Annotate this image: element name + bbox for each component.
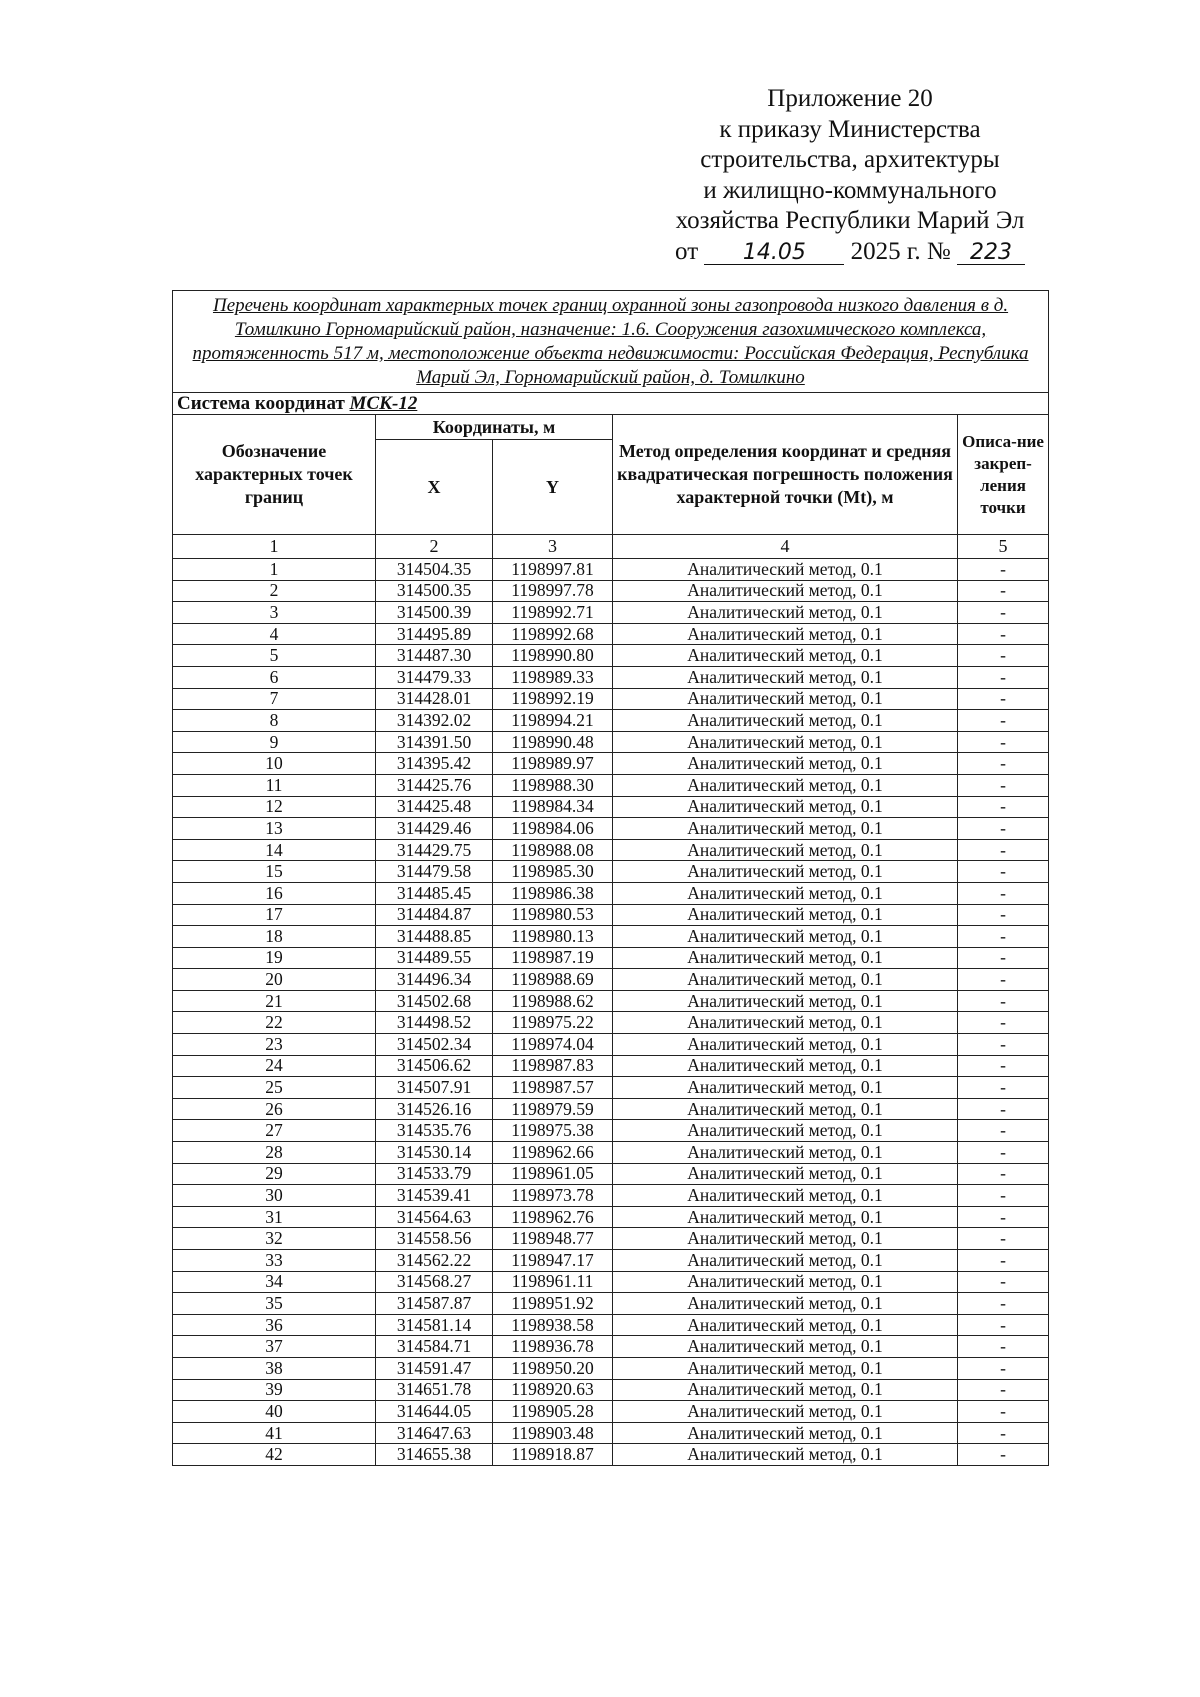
- point-id: 5: [173, 645, 376, 667]
- table-row: [173, 818, 1049, 840]
- y-coordinate: 1198961.11: [493, 1271, 613, 1293]
- point-id: 38: [173, 1357, 376, 1379]
- point-id: 4: [173, 623, 376, 645]
- table-row: [173, 1055, 1049, 1077]
- method: Аналитический метод, 0.1: [613, 1293, 958, 1315]
- table-row: [173, 645, 1049, 667]
- table-row: [173, 1271, 1049, 1293]
- x-coordinate: 314425.76: [376, 774, 493, 796]
- y-coordinate: 1198903.48: [493, 1422, 613, 1444]
- table-row: [173, 904, 1049, 926]
- method: Аналитический метод, 0.1: [613, 882, 958, 904]
- fixing-description: -: [958, 1422, 1049, 1444]
- point-id: 29: [173, 1163, 376, 1185]
- table-row: [173, 753, 1049, 775]
- x-coordinate: 314504.35: [376, 559, 493, 581]
- point-id: 6: [173, 666, 376, 688]
- x-coordinate: 314502.68: [376, 990, 493, 1012]
- method: Аналитический метод, 0.1: [613, 990, 958, 1012]
- fixing-description: -: [958, 1336, 1049, 1358]
- method: Аналитический метод, 0.1: [613, 1206, 958, 1228]
- table-row: [173, 1034, 1049, 1056]
- point-id: 8: [173, 710, 376, 732]
- table-row: [173, 774, 1049, 796]
- table-row: [173, 1098, 1049, 1120]
- header-y: Y: [493, 440, 613, 535]
- fixing-description: -: [958, 645, 1049, 667]
- fixing-description: -: [958, 947, 1049, 969]
- table-row: [173, 688, 1049, 710]
- header-x: X: [376, 440, 493, 535]
- table-title: Перечень координат характерных точек границ охранной зоны газопровода низкого давления в д. Томилкино Горномарийский район, назначение: 1.6. Сооружения газохимического комплекса, протяженность 517 м, местоположение объекта недвижимости: Российская Федерация, Республика Марий Эл, Горномарийский район, д. Томилкино: [173, 291, 1049, 393]
- x-coordinate: 314500.39: [376, 602, 493, 624]
- y-coordinate: 1198979.59: [493, 1098, 613, 1120]
- point-id: 25: [173, 1077, 376, 1099]
- table-row: [173, 1012, 1049, 1034]
- point-id: 1: [173, 559, 376, 581]
- method: Аналитический метод, 0.1: [613, 1271, 958, 1293]
- fixing-description: -: [958, 559, 1049, 581]
- x-coordinate: 314391.50: [376, 731, 493, 753]
- x-coordinate: 314581.14: [376, 1314, 493, 1336]
- point-id: 12: [173, 796, 376, 818]
- x-coordinate: 314651.78: [376, 1379, 493, 1401]
- y-coordinate: 1198997.81: [493, 559, 613, 581]
- fixing-description: -: [958, 1055, 1049, 1077]
- table-row: [173, 1163, 1049, 1185]
- column-number: 1: [173, 535, 376, 559]
- method: Аналитический метод, 0.1: [613, 645, 958, 667]
- x-coordinate: 314564.63: [376, 1206, 493, 1228]
- point-id: 20: [173, 969, 376, 991]
- point-id: 11: [173, 774, 376, 796]
- method: Аналитический метод, 0.1: [613, 1228, 958, 1250]
- fixing-description: -: [958, 1120, 1049, 1142]
- system-value: МСК-12: [349, 393, 418, 414]
- y-coordinate: 1198987.83: [493, 1055, 613, 1077]
- table-row: [173, 731, 1049, 753]
- point-id: 13: [173, 818, 376, 840]
- y-coordinate: 1198961.05: [493, 1163, 613, 1185]
- x-coordinate: 314487.30: [376, 645, 493, 667]
- header-line: и жилищно-коммунального: [703, 176, 997, 204]
- fixing-description: -: [958, 818, 1049, 840]
- x-coordinate: 314485.45: [376, 882, 493, 904]
- x-coordinate: 314479.33: [376, 666, 493, 688]
- table-row: [173, 666, 1049, 688]
- x-coordinate: 314498.52: [376, 1012, 493, 1034]
- point-id: 31: [173, 1206, 376, 1228]
- fixing-description: -: [958, 839, 1049, 861]
- method: Аналитический метод, 0.1: [613, 1314, 958, 1336]
- y-coordinate: 1198989.33: [493, 666, 613, 688]
- x-coordinate: 314539.41: [376, 1185, 493, 1207]
- y-coordinate: 1198950.20: [493, 1357, 613, 1379]
- table-row: [173, 1379, 1049, 1401]
- point-id: 39: [173, 1379, 376, 1401]
- method: Аналитический метод, 0.1: [613, 1357, 958, 1379]
- fixing-description: -: [958, 1357, 1049, 1379]
- y-coordinate: 1198984.06: [493, 818, 613, 840]
- y-coordinate: 1198938.58: [493, 1314, 613, 1336]
- y-coordinate: 1198973.78: [493, 1185, 613, 1207]
- header-line: к приказу Министерства: [719, 115, 981, 143]
- coordinate-system: [173, 393, 1049, 415]
- fixing-description: -: [958, 1228, 1049, 1250]
- point-id: 14: [173, 839, 376, 861]
- point-id: 28: [173, 1142, 376, 1164]
- y-coordinate: 1198988.69: [493, 969, 613, 991]
- point-id: 37: [173, 1336, 376, 1358]
- y-coordinate: 1198974.04: [493, 1034, 613, 1056]
- x-coordinate: 314526.16: [376, 1098, 493, 1120]
- point-id: 19: [173, 947, 376, 969]
- x-coordinate: 314429.46: [376, 818, 493, 840]
- fixing-description: -: [958, 969, 1049, 991]
- table-row: [173, 623, 1049, 645]
- y-coordinate: 1198947.17: [493, 1250, 613, 1272]
- method: Аналитический метод, 0.1: [613, 926, 958, 948]
- point-id: 32: [173, 1228, 376, 1250]
- method: Аналитический метод, 0.1: [613, 818, 958, 840]
- method: Аналитический метод, 0.1: [613, 839, 958, 861]
- method: Аналитический метод, 0.1: [613, 1422, 958, 1444]
- fixing-description: -: [958, 904, 1049, 926]
- x-coordinate: 314587.87: [376, 1293, 493, 1315]
- fixing-description: -: [958, 926, 1049, 948]
- column-number: 3: [493, 535, 613, 559]
- table-row: [173, 1185, 1049, 1207]
- y-coordinate: 1198975.22: [493, 1012, 613, 1034]
- x-coordinate: 314395.42: [376, 753, 493, 775]
- table-row: [173, 1314, 1049, 1336]
- table-row: [173, 1422, 1049, 1444]
- method: Аналитический метод, 0.1: [613, 753, 958, 775]
- method: Аналитический метод, 0.1: [613, 1444, 958, 1466]
- table-row: [173, 580, 1049, 602]
- x-coordinate: 314558.56: [376, 1228, 493, 1250]
- x-coordinate: 314535.76: [376, 1120, 493, 1142]
- point-id: 40: [173, 1401, 376, 1423]
- column-number: 5: [958, 535, 1049, 559]
- fixing-description: -: [958, 1012, 1049, 1034]
- method: Аналитический метод, 0.1: [613, 688, 958, 710]
- fixing-description: -: [958, 774, 1049, 796]
- method: Аналитический метод, 0.1: [613, 710, 958, 732]
- fixing-description: -: [958, 753, 1049, 775]
- fixing-description: -: [958, 710, 1049, 732]
- y-coordinate: 1198962.66: [493, 1142, 613, 1164]
- fixing-description: -: [958, 580, 1049, 602]
- fixing-description: -: [958, 623, 1049, 645]
- handwritten-date: 14.05: [704, 242, 844, 265]
- header-date-line: [600, 237, 1100, 268]
- x-coordinate: 314392.02: [376, 710, 493, 732]
- x-coordinate: 314489.55: [376, 947, 493, 969]
- y-coordinate: 1198992.68: [493, 623, 613, 645]
- method: Аналитический метод, 0.1: [613, 1055, 958, 1077]
- fixing-description: -: [958, 1142, 1049, 1164]
- point-id: 36: [173, 1314, 376, 1336]
- method: Аналитический метод, 0.1: [613, 1250, 958, 1272]
- x-coordinate: 314647.63: [376, 1422, 493, 1444]
- table-row: [173, 559, 1049, 581]
- table-row: [173, 1357, 1049, 1379]
- x-coordinate: 314562.22: [376, 1250, 493, 1272]
- point-id: 2: [173, 580, 376, 602]
- point-id: 27: [173, 1120, 376, 1142]
- method: Аналитический метод, 0.1: [613, 1379, 958, 1401]
- table-row: [173, 947, 1049, 969]
- y-coordinate: 1198985.30: [493, 861, 613, 883]
- fixing-description: -: [958, 1444, 1049, 1466]
- system-label: Система координат: [177, 393, 345, 414]
- point-id: 9: [173, 731, 376, 753]
- header-description: Описа-ние закреп-ления точки: [958, 415, 1049, 535]
- header-line: Приложение 20: [767, 85, 933, 112]
- x-coordinate: 314495.89: [376, 623, 493, 645]
- x-coordinate: 314584.71: [376, 1336, 493, 1358]
- fixing-description: -: [958, 1185, 1049, 1207]
- point-id: 42: [173, 1444, 376, 1466]
- x-coordinate: 314500.35: [376, 580, 493, 602]
- point-id: 33: [173, 1250, 376, 1272]
- header-method: Метод определения координат и средняя квадратическая погрешность положения характерной точки (Mt), м: [613, 415, 958, 535]
- fixing-description: -: [958, 666, 1049, 688]
- y-coordinate: 1198988.30: [493, 774, 613, 796]
- table-row: [173, 1336, 1049, 1358]
- table-row: [173, 861, 1049, 883]
- method: Аналитический метод, 0.1: [613, 1185, 958, 1207]
- point-id: 35: [173, 1293, 376, 1315]
- point-id: 26: [173, 1098, 376, 1120]
- fixing-description: -: [958, 1163, 1049, 1185]
- method: Аналитический метод, 0.1: [613, 947, 958, 969]
- x-coordinate: 314644.05: [376, 1401, 493, 1423]
- table-row: [173, 839, 1049, 861]
- method: Аналитический метод, 0.1: [613, 796, 958, 818]
- fixing-description: -: [958, 688, 1049, 710]
- y-coordinate: 1198997.78: [493, 580, 613, 602]
- method: Аналитический метод, 0.1: [613, 861, 958, 883]
- x-coordinate: 314507.91: [376, 1077, 493, 1099]
- y-coordinate: 1198975.38: [493, 1120, 613, 1142]
- method: Аналитический метод, 0.1: [613, 559, 958, 581]
- y-coordinate: 1198990.80: [493, 645, 613, 667]
- y-coordinate: 1198905.28: [493, 1401, 613, 1423]
- method: Аналитический метод, 0.1: [613, 1120, 958, 1142]
- method: Аналитический метод, 0.1: [613, 731, 958, 753]
- y-coordinate: 1198987.57: [493, 1077, 613, 1099]
- header-line: строительства, архитектуры: [700, 146, 1000, 173]
- fixing-description: -: [958, 602, 1049, 624]
- document-header: [600, 84, 1100, 267]
- fixing-description: -: [958, 1401, 1049, 1423]
- method: Аналитический метод, 0.1: [613, 580, 958, 602]
- date-prefix: от: [675, 237, 699, 265]
- y-coordinate: 1198936.78: [493, 1336, 613, 1358]
- method: Аналитический метод, 0.1: [613, 774, 958, 796]
- fixing-description: -: [958, 990, 1049, 1012]
- x-coordinate: 314484.87: [376, 904, 493, 926]
- x-coordinate: 314428.01: [376, 688, 493, 710]
- fixing-description: -: [958, 1098, 1049, 1120]
- method: Аналитический метод, 0.1: [613, 1012, 958, 1034]
- point-id: 10: [173, 753, 376, 775]
- point-id: 16: [173, 882, 376, 904]
- point-id: 34: [173, 1271, 376, 1293]
- method: Аналитический метод, 0.1: [613, 1034, 958, 1056]
- method: Аналитический метод, 0.1: [613, 602, 958, 624]
- y-coordinate: 1198962.76: [493, 1206, 613, 1228]
- table-row: [173, 1142, 1049, 1164]
- y-coordinate: 1198992.19: [493, 688, 613, 710]
- year-text: 2025 г. №: [850, 237, 951, 265]
- table-row: [173, 1444, 1049, 1466]
- x-coordinate: 314568.27: [376, 1271, 493, 1293]
- table-row: [173, 1120, 1049, 1142]
- fixing-description: -: [958, 1314, 1049, 1336]
- x-coordinate: 314506.62: [376, 1055, 493, 1077]
- table-row: [173, 926, 1049, 948]
- point-id: 23: [173, 1034, 376, 1056]
- handwritten-number: 223: [957, 242, 1025, 265]
- header-line: хозяйства Республики Марий Эл: [675, 207, 1025, 234]
- fixing-description: -: [958, 1034, 1049, 1056]
- x-coordinate: 314591.47: [376, 1357, 493, 1379]
- y-coordinate: 1198992.71: [493, 602, 613, 624]
- table-row: [173, 710, 1049, 732]
- table-row: [173, 1206, 1049, 1228]
- point-id: 18: [173, 926, 376, 948]
- fixing-description: -: [958, 1293, 1049, 1315]
- x-coordinate: 314425.48: [376, 796, 493, 818]
- x-coordinate: 314488.85: [376, 926, 493, 948]
- point-id: 30: [173, 1185, 376, 1207]
- y-coordinate: 1198980.13: [493, 926, 613, 948]
- point-id: 3: [173, 602, 376, 624]
- column-number: 2: [376, 535, 493, 559]
- x-coordinate: 314530.14: [376, 1142, 493, 1164]
- point-id: 22: [173, 1012, 376, 1034]
- fixing-description: -: [958, 1379, 1049, 1401]
- y-coordinate: 1198986.38: [493, 882, 613, 904]
- fixing-description: -: [958, 731, 1049, 753]
- table-row: [173, 990, 1049, 1012]
- y-coordinate: 1198948.77: [493, 1228, 613, 1250]
- table-row: [173, 1401, 1049, 1423]
- table-row: [173, 1077, 1049, 1099]
- coordinates-table: [172, 290, 1049, 1466]
- fixing-description: -: [958, 1206, 1049, 1228]
- method: Аналитический метод, 0.1: [613, 1077, 958, 1099]
- point-id: 7: [173, 688, 376, 710]
- fixing-description: -: [958, 1271, 1049, 1293]
- x-coordinate: 314479.58: [376, 861, 493, 883]
- method: Аналитический метод, 0.1: [613, 969, 958, 991]
- fixing-description: -: [958, 1077, 1049, 1099]
- header-point: Обозначение характерных точек границ: [173, 415, 376, 535]
- method: Аналитический метод, 0.1: [613, 1163, 958, 1185]
- x-coordinate: 314429.75: [376, 839, 493, 861]
- y-coordinate: 1198988.08: [493, 839, 613, 861]
- x-coordinate: 314496.34: [376, 969, 493, 991]
- method: Аналитический метод, 0.1: [613, 904, 958, 926]
- point-id: 15: [173, 861, 376, 883]
- y-coordinate: 1198920.63: [493, 1379, 613, 1401]
- y-coordinate: 1198988.62: [493, 990, 613, 1012]
- y-coordinate: 1198987.19: [493, 947, 613, 969]
- table-row: [173, 796, 1049, 818]
- x-coordinate: 314533.79: [376, 1163, 493, 1185]
- table-row: [173, 1228, 1049, 1250]
- method: Аналитический метод, 0.1: [613, 1336, 958, 1358]
- fixing-description: -: [958, 1250, 1049, 1272]
- x-coordinate: 314502.34: [376, 1034, 493, 1056]
- method: Аналитический метод, 0.1: [613, 1098, 958, 1120]
- header-coordinates: Координаты, м: [376, 415, 613, 440]
- y-coordinate: 1198989.97: [493, 753, 613, 775]
- y-coordinate: 1198984.34: [493, 796, 613, 818]
- y-coordinate: 1198990.48: [493, 731, 613, 753]
- point-id: 17: [173, 904, 376, 926]
- fixing-description: -: [958, 882, 1049, 904]
- table-row: [173, 602, 1049, 624]
- table-row: [173, 1293, 1049, 1315]
- y-coordinate: 1198918.87: [493, 1444, 613, 1466]
- method: Аналитический метод, 0.1: [613, 623, 958, 645]
- fixing-description: -: [958, 796, 1049, 818]
- y-coordinate: 1198994.21: [493, 710, 613, 732]
- point-id: 24: [173, 1055, 376, 1077]
- point-id: 41: [173, 1422, 376, 1444]
- y-coordinate: 1198951.92: [493, 1293, 613, 1315]
- column-number: 4: [613, 535, 958, 559]
- y-coordinate: 1198980.53: [493, 904, 613, 926]
- method: Аналитический метод, 0.1: [613, 1401, 958, 1423]
- table-row: [173, 969, 1049, 991]
- method: Аналитический метод, 0.1: [613, 666, 958, 688]
- x-coordinate: 314655.38: [376, 1444, 493, 1466]
- method: Аналитический метод, 0.1: [613, 1142, 958, 1164]
- table-row: [173, 1250, 1049, 1272]
- point-id: 21: [173, 990, 376, 1012]
- fixing-description: -: [958, 861, 1049, 883]
- table-row: [173, 882, 1049, 904]
